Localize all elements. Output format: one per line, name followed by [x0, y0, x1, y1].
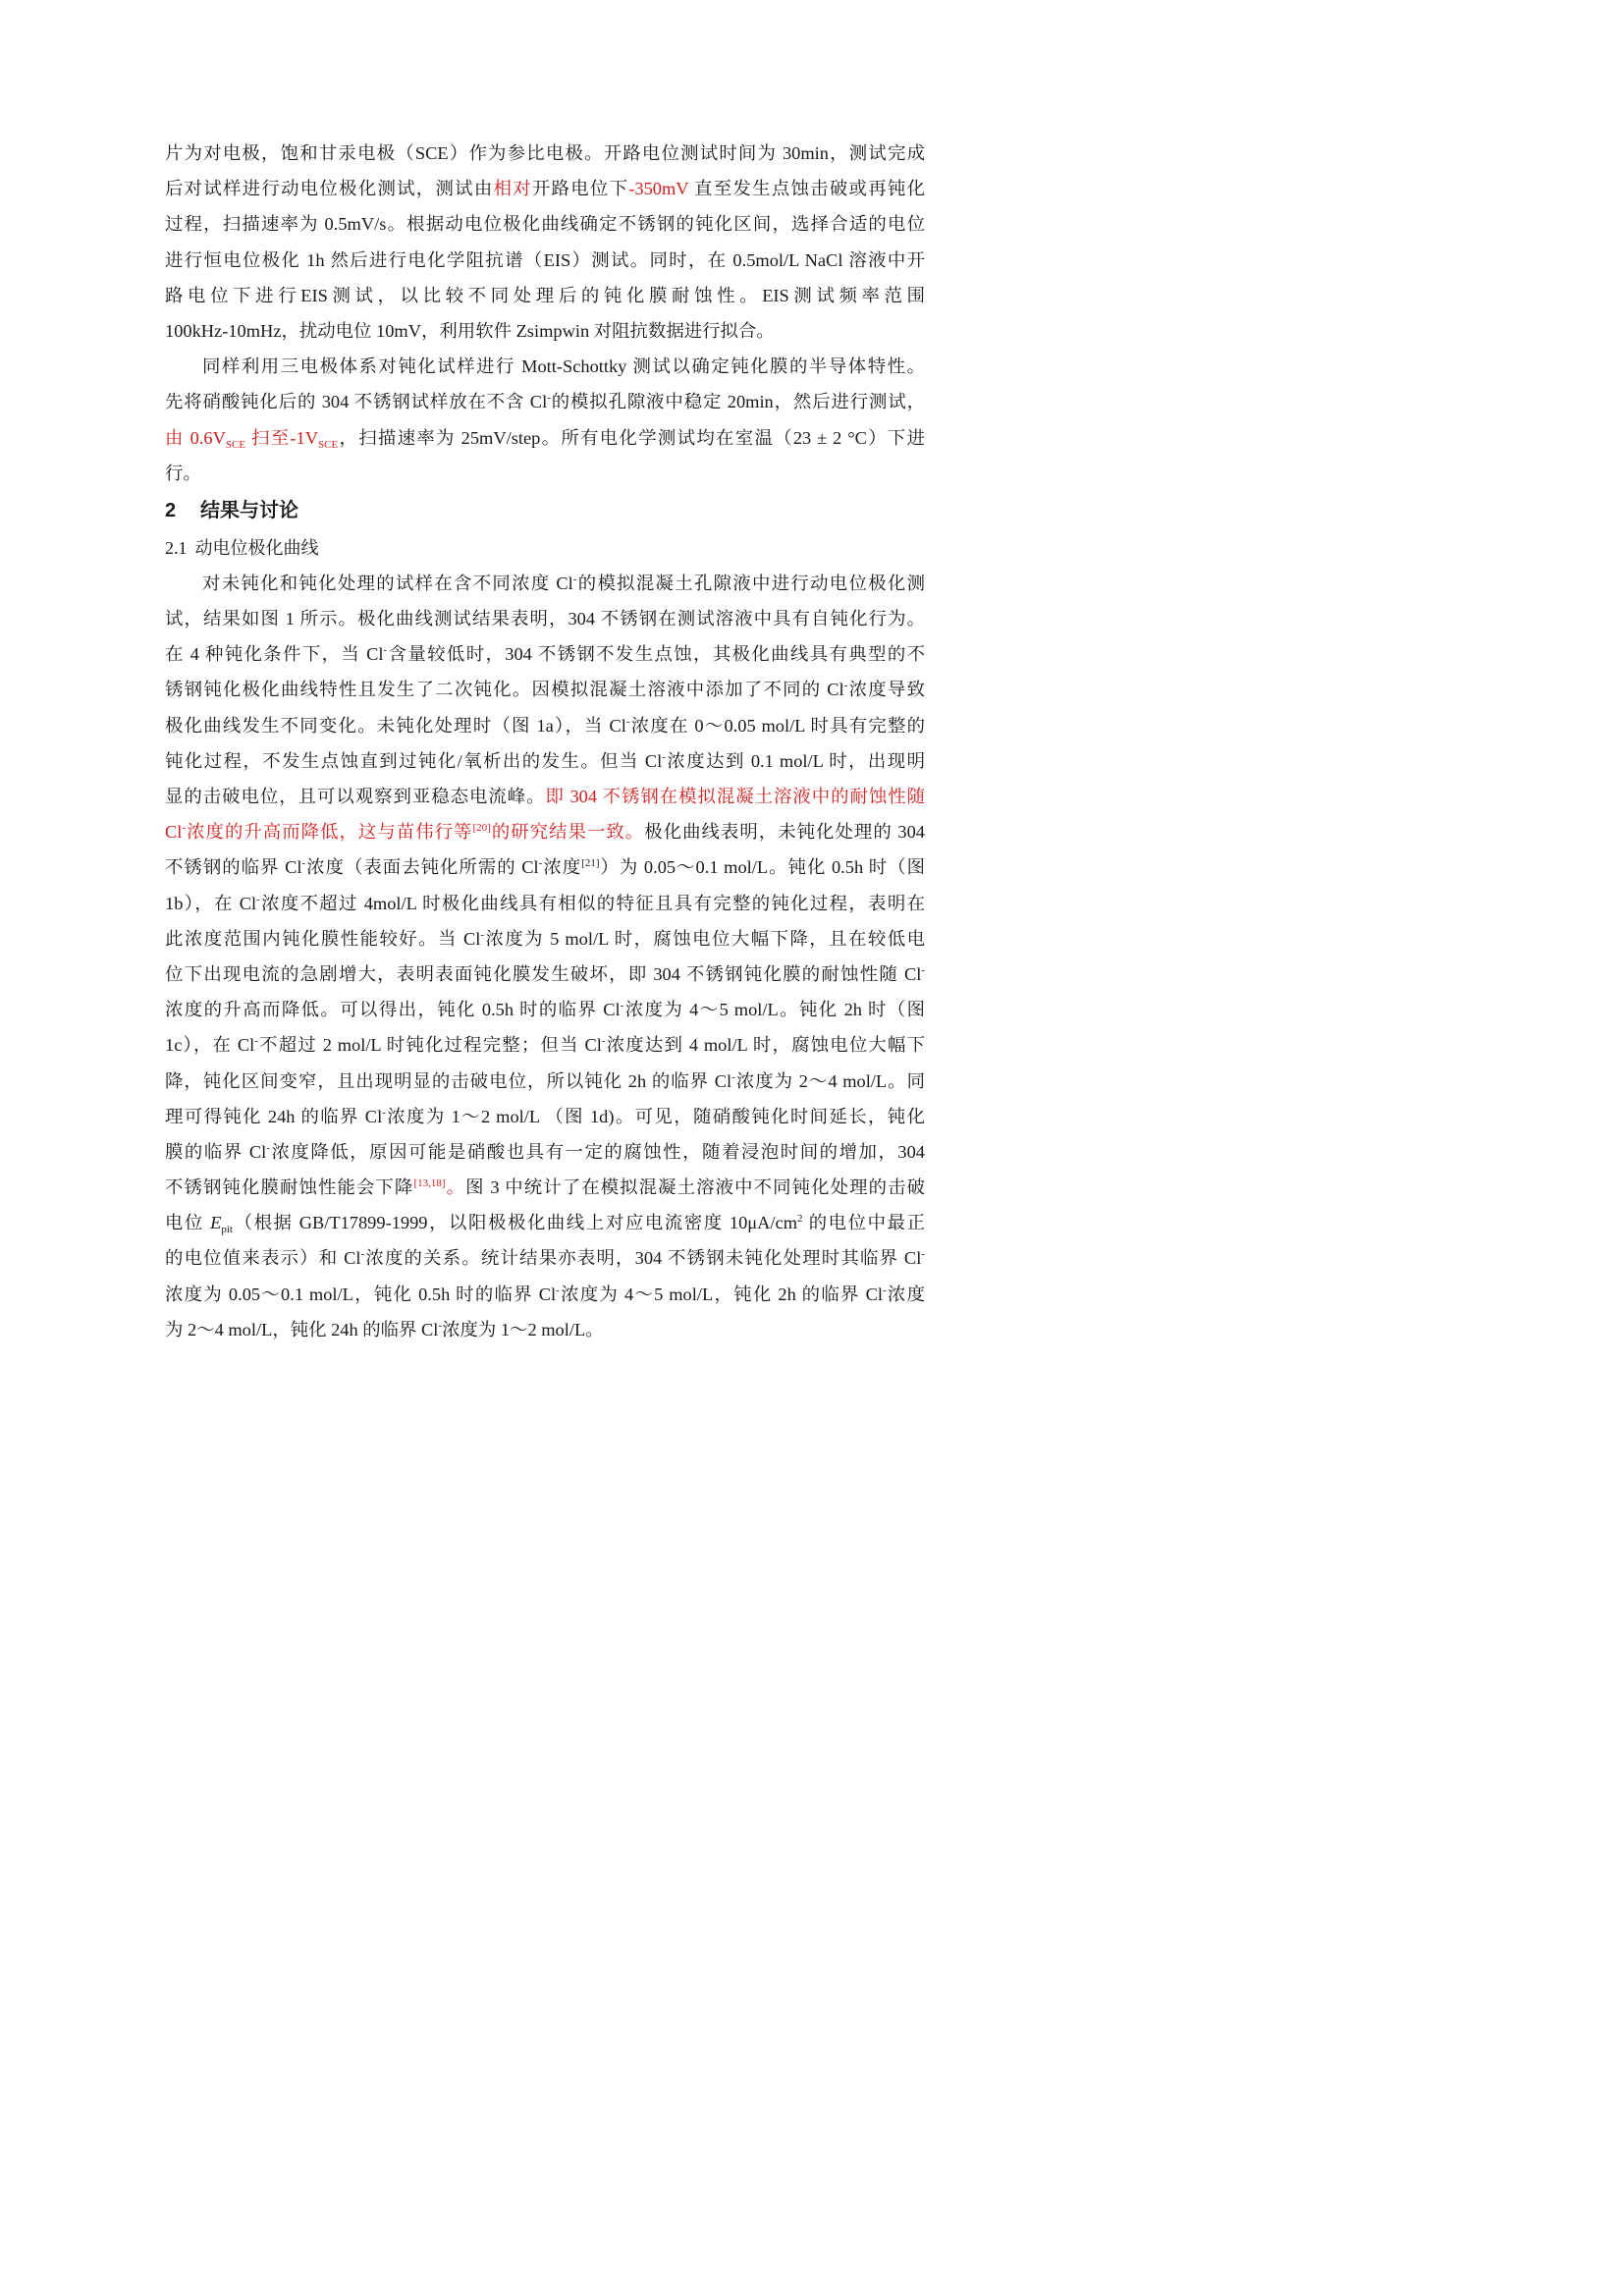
text-line: 浓度的升高而降低。可以得出，钝化 0.5h 时的临界 Cl-浓度为 4～5 mol/L。钝化 2h 时（图 [165, 1000, 925, 1020]
text-line: 在 4 种钝化条件下，当 Cl-含量较低时，304 不锈钢不发生点蚀，其极化曲线具有典型的不 [165, 644, 925, 665]
text-line: Cl-浓度的升高而降低，这与苗伟行等[20]的研究结果一致。极化曲线表明，未钝化处理的 304 [165, 822, 925, 843]
paragraph-polarization-results [165, 566, 925, 1347]
text-line: 后对试样进行动电位极化测试，测试由相对开路电位下-350mV 直至发生点蚀击破或再钝化 [165, 179, 925, 199]
text-line: 同样利用三电极体系对钝化试样进行 Mott-Schottky 测试以确定钝化膜的半导体特性。 [202, 356, 925, 377]
text-line: 电位 $E_{pit}$（根据 GB/T17899-1999，以阳极极化曲线上对应电流密度 $10\mu A/cm^2$ 的电位中最正 [165, 1213, 925, 1236]
text-line: 片为对电极，饱和甘汞电极（SCE）作为参比电极。开路电位测试时间为 30min，测试完成 [165, 143, 925, 163]
text-line: 的电位值来表示）和 Cl-浓度的关系。统计结果亦表明，304 不锈钢未钝化处理时其临界 Cl- [165, 1248, 925, 1269]
text-line: 过程，扫描速率为 0.5mV/s。根据动电位极化曲线确定不锈钢的钝化区间，选择合适的电位 [165, 214, 925, 235]
subsection-heading: 2.1 动电位极化曲线 [165, 537, 319, 558]
text-line: 对未钝化和钝化处理的试样在含不同浓度 Cl-的模拟混凝土孔隙液中进行动电位极化测 [202, 573, 925, 593]
text-line: 理可得钝化 24h 的临界 Cl-浓度为 1～2 mol/L （图 1d)。可见，随硝酸钝化时间延长，钝化 [165, 1106, 925, 1126]
text-line: 行。 [165, 463, 201, 483]
document-page [0, 0, 1078, 1530]
text-line: 100kHz-10mHz，扰动电位 10mV，利用软件 Zsimpwin 对阻抗数据进行拟合。 [165, 320, 775, 341]
highlighted-text: -350mV [628, 179, 689, 199]
text-line: 不锈钢钝化膜耐蚀性能会下降[13,18]。图 3 中统计了在模拟混凝土溶液中不同钝化处理的击破 [165, 1177, 925, 1198]
highlighted-text: Cl-浓度的升高而降低，这与苗伟行等[20]的研究结果一致。 [165, 822, 645, 843]
text-line: 锈钢钝化极化曲线特性且发生了二次钝化。因模拟混凝土溶液中添加了不同的 Cl-浓度导致 [165, 680, 925, 700]
text-line: 不锈钢的临界 Cl-浓度（表面去钝化所需的 Cl-浓度[21]）为 0.05～0.1 mol/L。钝化 0.5h 时（图 [165, 857, 925, 878]
text-line: 路 电 位 下 进 行 EIS 测 试 ， 以 比 较 不 同 处 理 后 的 钝 化 膜 耐 蚀 性 。 EIS 测 试 频 率 范 围 [165, 285, 925, 305]
text-line: 试，结果如图 1 所示。极化曲线测试结果表明，304 不锈钢在测试溶液中具有自钝化行为。 [165, 609, 925, 629]
text-line: 先将硝酸钝化后的 304 不锈钢试样放在不含 Cl-的模拟孔隙液中稳定 20min，然后进行测试， [165, 392, 925, 412]
text-line: 浓度为 0.05～0.1 mol/L，钝化 0.5h 时的临界 Cl-浓度为 4～5 mol/L，钝化 2h 的临界 Cl-浓度 [165, 1284, 925, 1304]
citation: [20] [472, 822, 491, 835]
text-line: 1c），在 Cl-不超过 2 mol/L 时钝化过程完整；但当 Cl-浓度达到 4 mol/L 时，腐蚀电位大幅下 [165, 1035, 925, 1056]
highlighted-text: [13,18]。 [413, 1177, 466, 1198]
text-line: 进行恒电位极化 1h 然后进行电化学阻抗谱（EIS）测试。同时，在 0.5mol/L NaCl 溶液中开 [165, 249, 925, 270]
text-line: 钝化过程，不发生点蚀直到过钝化/氧析出的发生。但当 Cl-浓度达到 0.1 mol/L 时，出现明 [165, 750, 925, 771]
text-line: 此浓度范围内钝化膜性能较好。当 Cl-浓度为 5 mol/L 时，腐蚀电位大幅下降，且在较低电 [165, 928, 925, 949]
page-body [165, 136, 925, 1347]
text-line: 由 $0.6V_{SCE}$ 扫至$-1V_{SCE}$，扫描速率为 25mV/step。所有电化学测试均在室温（23 ± 2 °C）下进 [165, 427, 925, 451]
section-heading: 2 结果与讨论 [165, 499, 298, 521]
text-line: 为 2～4 mol/L，钝化 24h 的临界 Cl-浓度为 1～2 mol/L。 [165, 1319, 604, 1339]
text-line: 1b），在 Cl-浓度不超过 4mol/L 时极化曲线具有相似的特征且具有完整的钝化过程，表明在 [165, 893, 925, 913]
text-line: 降，钝化区间变窄，且出现明显的击破电位，所以钝化 2h 的临界 Cl-浓度为 2～4 mol/L。同 [165, 1070, 925, 1091]
citation: [21] [581, 857, 600, 870]
highlighted-text: 相对 [493, 179, 532, 199]
text-line: 位下出现电流的急剧增大，表明表面钝化膜发生破坏，即 304 不锈钢钝化膜的耐蚀性随 Cl- [165, 963, 925, 984]
highlighted-text: 即 304 不锈钢在模拟混凝土溶液中的耐蚀性随 [545, 787, 925, 806]
text-line: 膜的临界 Cl-浓度降低，原因可能是硝酸也具有一定的腐蚀性，随着浸泡时间的增加，304 [165, 1141, 925, 1162]
paragraph-mott-schottky [165, 349, 925, 491]
highlighted-text: 由 $0.6V_{SCE}$ 扫至$-1V_{SCE}$ [165, 427, 339, 451]
citation: [13,18] [413, 1177, 446, 1190]
text-line: 显的击破电位，且可以观察到亚稳态电流峰。即 304 不锈钢在模拟混凝土溶液中的耐蚀性随 [165, 787, 925, 806]
text-line: 极化曲线发生不同变化。未钝化处理时（图 1a），当 Cl-浓度在 0～0.05 mol/L 时具有完整的 [165, 715, 925, 736]
paragraph-method-continued [165, 136, 925, 349]
